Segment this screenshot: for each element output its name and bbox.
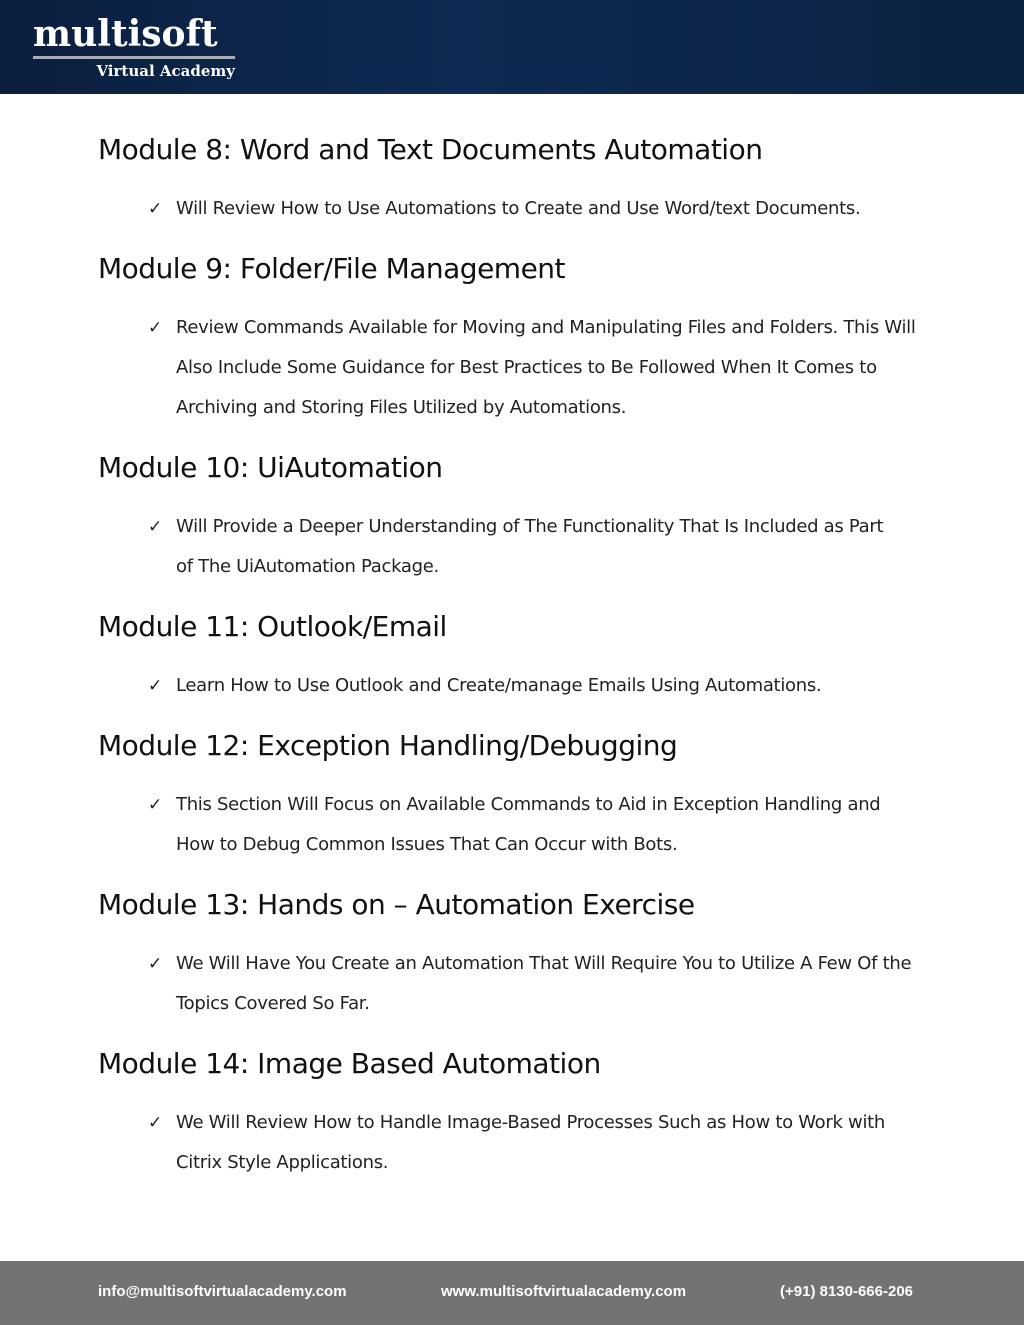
footer-phone: (+91) 8130-666-206 [780,1283,914,1300]
check-icon: ✓ [148,954,162,974]
module-section [98,249,958,428]
logo-divider [33,56,235,59]
check-icon: ✓ [148,676,162,696]
bullet-text: Learn How to Use Outlook and Create/manage Emails Using Automations. [176,675,822,696]
check-icon: ✓ [148,318,162,338]
bullet-text: Review Commands Available for Moving and Manipulating Files and Folders. This Will Also Include Some Guidance for Best Practices to Be Followed When It Comes to Archiving and Storing Files Utilized by Automations. [176,317,916,418]
module-list [98,130,958,1203]
module-bullet [98,308,948,428]
module-heading: Module 9: Folder/File Management [98,252,566,285]
logo [33,14,235,80]
logo-sub-text: Virtual Academy [96,62,235,80]
module-bullet [98,507,898,587]
footer-email[interactable]: info@multisoftvirtualacademy.com [98,1283,347,1300]
module-bullet [98,1103,908,1183]
module-bullet [98,666,958,706]
logo-main-text: multisoft [33,13,218,55]
module-section [98,130,958,229]
bullet-text: We Will Have You Create an Automation That Will Require You to Utilize A Few Of the Topics Covered So Far. [176,953,912,1014]
footer-website[interactable]: www.multisoftvirtualacademy.com [441,1283,687,1300]
module-heading: Module 14: Image Based Automation [98,1047,601,1080]
module-bullet [98,944,928,1024]
check-icon: ✓ [148,795,162,815]
bullet-text: Will Provide a Deeper Understanding of The Functionality That Is Included as Part of The UiAutomation Package. [176,516,884,577]
module-heading: Module 8: Word and Text Documents Automation [98,133,763,166]
bullet-text: We Will Review How to Handle Image-Based Processes Such as How to Work with Citrix Style Applications. [176,1112,886,1173]
module-heading: Module 11: Outlook/Email [98,610,447,643]
module-heading: Module 10: UiAutomation [98,451,443,484]
module-section [98,607,958,706]
module-heading: Module 13: Hands on – Automation Exercise [98,888,695,921]
bullet-text: This Section Will Focus on Available Commands to Aid in Exception Handling and How to Debug Common Issues That Can Occur with Bots. [176,794,881,855]
check-icon: ✓ [148,1113,162,1133]
module-section [98,726,958,865]
module-bullet [98,785,898,865]
check-icon: ✓ [148,199,162,219]
footer [0,1261,1024,1325]
bullet-text: Will Review How to Use Automations to Create and Use Word/text Documents. [176,198,861,219]
module-heading: Module 12: Exception Handling/Debugging [98,729,678,762]
module-bullet [98,189,958,229]
header-banner [0,0,1024,94]
module-section [98,885,958,1024]
check-icon: ✓ [148,517,162,537]
module-section [98,448,958,587]
module-section [98,1044,958,1183]
